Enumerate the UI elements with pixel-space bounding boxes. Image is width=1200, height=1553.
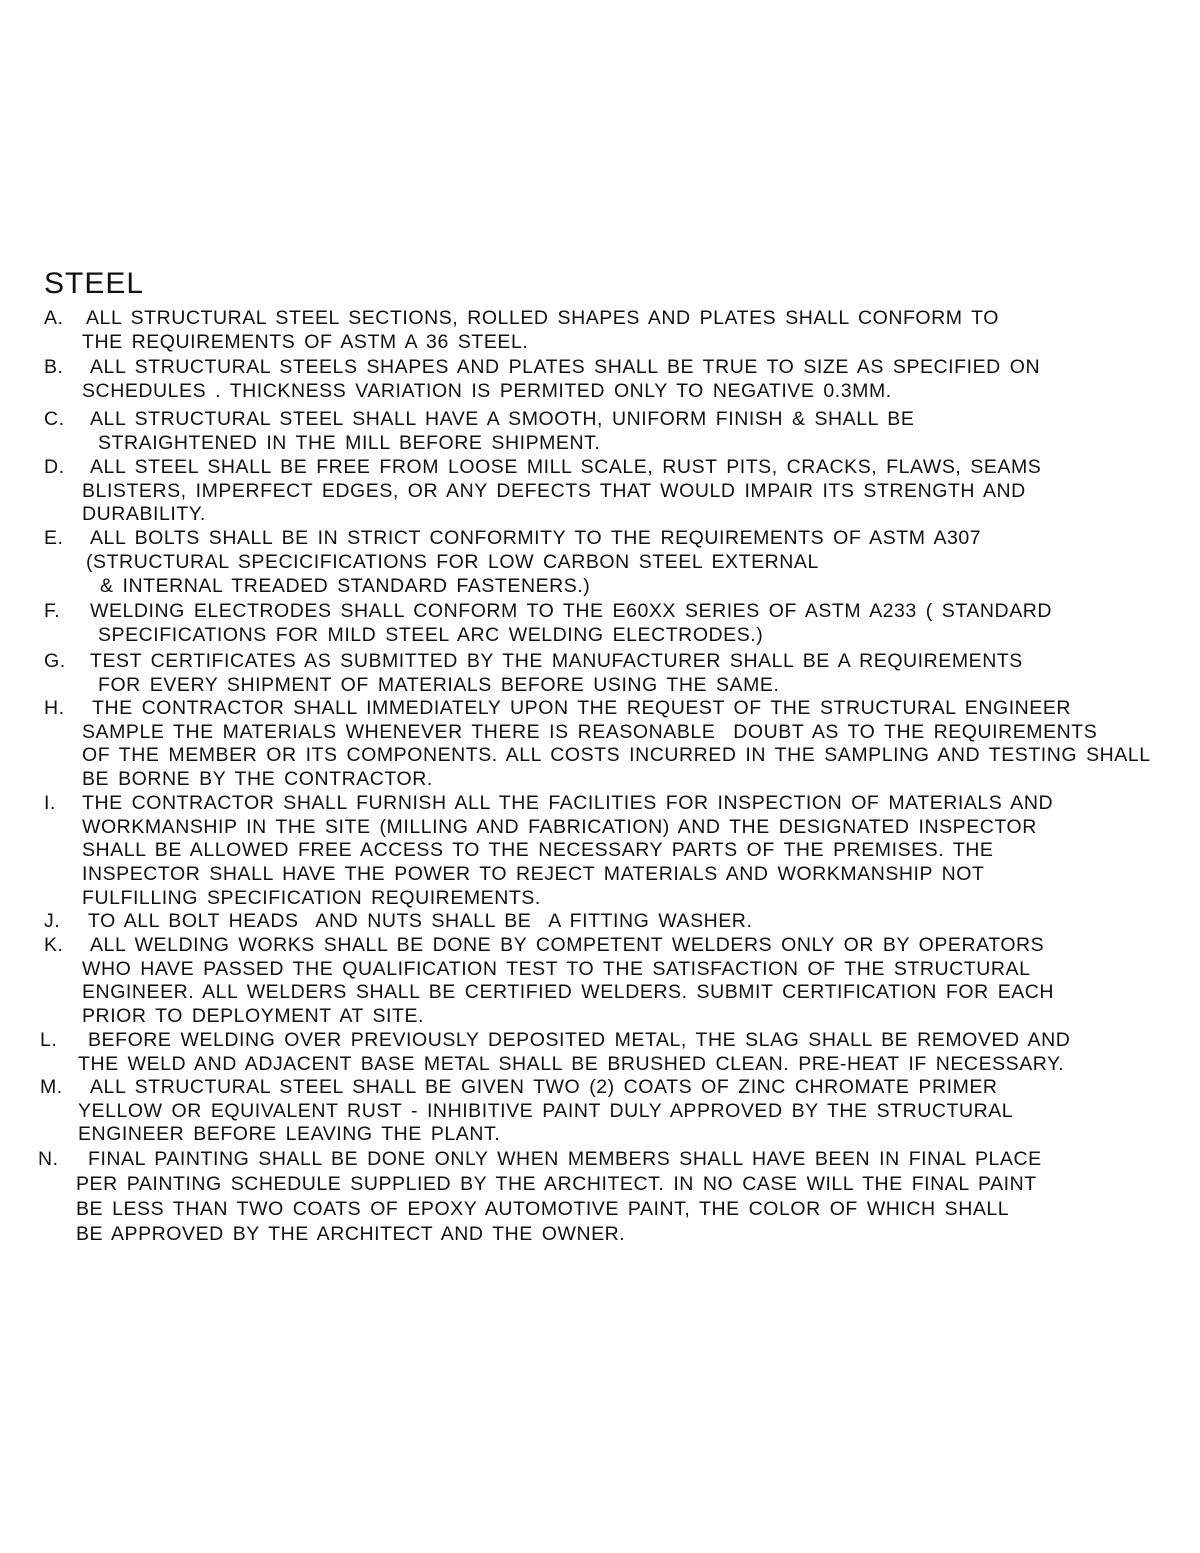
note-line: ALL WELDING WORKS SHALL BE DONE BY COMPETENT WELDERS ONLY OR BY OPERATORS	[90, 934, 1045, 956]
note-letter: C.	[44, 408, 65, 430]
note-line: WELDING ELECTRODES SHALL CONFORM TO THE E60XX SERIES OF ASTM A233 ( STANDARD	[90, 600, 1053, 622]
note-line: OF THE MEMBER OR ITS COMPONENTS. ALL COSTS INCURRED IN THE SAMPLING AND TESTING SHALL	[82, 744, 1151, 767]
note-line: FOR EVERY SHIPMENT OF MATERIALS BEFORE USING THE SAME.	[98, 673, 780, 696]
note-letter: I.	[44, 792, 56, 814]
note-line: WHO HAVE PASSED THE QUALIFICATION TEST TO THE SATISFACTION OF THE STRUCTURAL	[82, 957, 1031, 980]
note-line: ENGINEER. ALL WELDERS SHALL BE CERTIFIED WELDERS. SUBMIT CERTIFICATION FOR EACH	[82, 981, 1055, 1004]
note-letter: H.	[44, 697, 65, 719]
note-line: FULFILLING SPECIFICATION REQUIREMENTS.	[82, 886, 541, 909]
note-letter: E.	[44, 527, 64, 549]
note-line: ALL STRUCTURAL STEEL SHALL HAVE A SMOOTH, UNIFORM FINISH & SHALL BE	[90, 408, 915, 430]
note-letter: N.	[38, 1148, 59, 1170]
note-line: ALL BOLTS SHALL BE IN STRICT CONFORMITY TO THE REQUIREMENTS OF ASTM A307	[90, 527, 982, 549]
note-line: FINAL PAINTING SHALL BE DONE ONLY WHEN MEMBERS SHALL HAVE BEEN IN FINAL PLACE	[88, 1148, 1042, 1170]
note-line: & INTERNAL TREADED STANDARD FASTENERS.)	[100, 575, 591, 598]
note-line: BE BORNE BY THE CONTRACTOR.	[82, 768, 433, 791]
note-line: STRAIGHTENED IN THE MILL BEFORE SHIPMENT.	[98, 432, 601, 455]
note-line: DURABILITY.	[82, 503, 206, 526]
note-line: ALL STRUCTURAL STEELS SHAPES AND PLATES SHALL BE TRUE TO SIZE AS SPECIFIED ON	[90, 356, 1041, 378]
note-letter: L.	[40, 1029, 58, 1051]
note-line: ENGINEER BEFORE LEAVING THE PLANT.	[78, 1123, 501, 1146]
note-line: ALL STRUCTURAL STEEL SECTIONS, ROLLED SHAPES AND PLATES SHALL CONFORM TO	[86, 307, 1000, 329]
note-letter: J.	[44, 910, 61, 932]
note-line: PRIOR TO DEPLOYMENT AT SITE.	[82, 1005, 425, 1028]
section-title: STEEL	[44, 267, 145, 300]
note-line: SPECIFICATIONS FOR MILD STEEL ARC WELDING ELECTRODES.)	[98, 623, 764, 646]
note-line: TEST CERTIFICATES AS SUBMITTED BY THE MANUFACTURER SHALL BE A REQUIREMENTS	[90, 650, 1023, 672]
note-line: SAMPLE THE MATERIALS WHENEVER THERE IS REASONABLE DOUBT AS TO THE REQUIREMENTS	[82, 720, 1098, 743]
note-line: ALL STRUCTURAL STEEL SHALL BE GIVEN TWO (2) COATS OF ZINC CHROMATE PRIMER	[90, 1076, 998, 1098]
note-line: INSPECTOR SHALL HAVE THE POWER TO REJECT MATERIALS AND WORKMANSHIP NOT	[82, 863, 985, 886]
note-line: THE WELD AND ADJACENT BASE METAL SHALL BE BRUSHED CLEAN. PRE-HEAT IF NECESSARY.	[78, 1052, 1065, 1075]
note-line: WORKMANSHIP IN THE SITE (MILLING AND FABRICATION) AND THE DESIGNATED INSPECTOR	[82, 815, 1037, 838]
note-line: THE CONTRACTOR SHALL FURNISH ALL THE FACILITIES FOR INSPECTION OF MATERIALS AND	[82, 792, 1054, 814]
note-line: BE APPROVED BY THE ARCHITECT AND THE OWNER.	[76, 1223, 626, 1245]
note-letter: M.	[40, 1076, 63, 1098]
note-letter: K.	[44, 934, 64, 956]
note-letter: G.	[44, 650, 66, 672]
note-line: SCHEDULES . THICKNESS VARIATION IS PERMITED ONLY TO NEGATIVE 0.3MM.	[82, 379, 892, 402]
note-letter: B.	[44, 356, 64, 378]
note-line: BLISTERS, IMPERFECT EDGES, OR ANY DEFECTS THAT WOULD IMPAIR ITS STRENGTH AND	[82, 479, 1026, 502]
note-line: ALL STEEL SHALL BE FREE FROM LOOSE MILL SCALE, RUST PITS, CRACKS, FLAWS, SEAMS	[90, 456, 1042, 478]
note-line: THE CONTRACTOR SHALL IMMEDIATELY UPON THE REQUEST OF THE STRUCTURAL ENGINEER	[92, 697, 1072, 719]
note-letter: A.	[44, 307, 64, 329]
note-letter: D.	[44, 456, 65, 478]
note-line: THE REQUIREMENTS OF ASTM A 36 STEEL.	[82, 330, 529, 353]
note-line: SHALL BE ALLOWED FREE ACCESS TO THE NECESSARY PARTS OF THE PREMISES. THE	[82, 839, 994, 862]
note-line: (STRUCTURAL SPECICIFICATIONS FOR LOW CARBON STEEL EXTERNAL	[86, 551, 819, 574]
note-line: PER PAINTING SCHEDULE SUPPLIED BY THE ARCHITECT. IN NO CASE WILL THE FINAL PAINT	[76, 1173, 1037, 1195]
note-line: YELLOW OR EQUIVALENT RUST - INHIBITIVE PAINT DULY APPROVED BY THE STRUCTURAL	[78, 1099, 1014, 1122]
note-letter: F.	[44, 600, 61, 622]
note-line: BEFORE WELDING OVER PREVIOUSLY DEPOSITED METAL, THE SLAG SHALL BE REMOVED AND	[88, 1029, 1071, 1051]
note-line: BE LESS THAN TWO COATS OF EPOXY AUTOMOTIVE PAINT, THE COLOR OF WHICH SHALL	[76, 1198, 1010, 1220]
note-line: TO ALL BOLT HEADS AND NUTS SHALL BE A FITTING WASHER.	[88, 910, 753, 932]
